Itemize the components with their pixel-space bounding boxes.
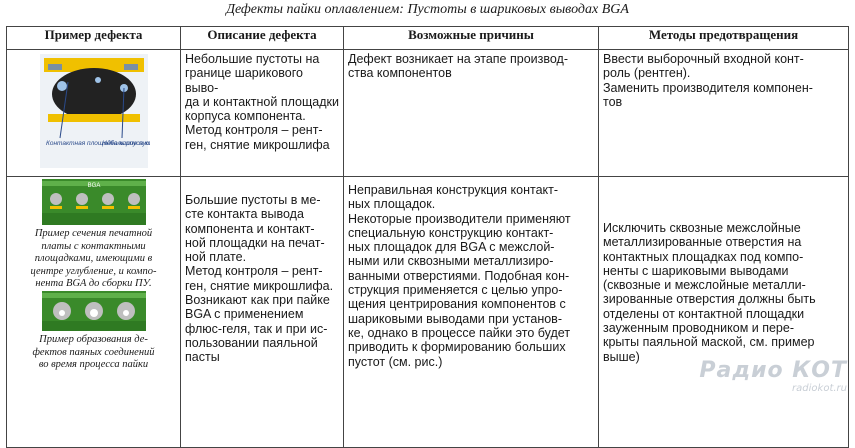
text-line: зауженным проводником и пере- (603, 321, 795, 336)
text-line: шариковыми выводами при установ- (348, 311, 562, 326)
text-line: Небольшие пустоты на (185, 52, 320, 66)
caption-line: Пример сечения печатной (34, 228, 153, 240)
text-line: ными или сквозными металлизиро- (348, 254, 554, 269)
text-line: щения центрирования компонентов с (348, 297, 566, 312)
description-cell (181, 177, 344, 448)
description-cell (181, 50, 344, 177)
caption-line: Пример образования де- (39, 334, 148, 346)
text-line: ных площадок. (348, 197, 436, 212)
text-line: пользовании паяльной (185, 335, 318, 350)
watermark-main: Радио КОТ (699, 358, 847, 383)
text-line: ген, снятие микрошлифа (185, 137, 330, 152)
text-line: Большие пустоты в ме- (185, 193, 321, 207)
label-pad: Контактная площадка корпуса к (45, 140, 148, 147)
caption-line: платы с контактными (41, 240, 146, 252)
text-line: пустот (см. рис.) (348, 354, 443, 369)
prevention-cell (599, 50, 849, 177)
text-line: Возникают как при пайке (185, 293, 330, 308)
text-line: пасты (185, 350, 220, 365)
pcb-section-illustration (42, 179, 146, 225)
header-description: Описание дефекта (181, 27, 344, 50)
text-line: да и контактной площадки (185, 94, 339, 109)
prevention-cell (599, 177, 849, 448)
causes-cell (344, 50, 599, 177)
text-line: металлизированные отверстия на (603, 235, 802, 250)
text-line: флюс-геля, так и при ис- (185, 321, 328, 336)
text-line: Ввести выборочный входной конт- (603, 52, 804, 66)
table-row (7, 177, 849, 448)
text-line: границе шарикового выво- (185, 66, 303, 95)
text-line: роль (рентген). (603, 66, 691, 81)
header-example: Пример дефекта (7, 27, 181, 50)
text-line: Неправильная конструкция контакт- (348, 183, 559, 197)
watermark (699, 358, 847, 394)
text-line: Заменить производителя компонен- (603, 80, 813, 95)
table-row (7, 50, 849, 177)
caption-line: центре углубление, и компо- (30, 265, 157, 277)
text-line: ванными отверстиями. Подобная кон- (348, 268, 570, 283)
text-line: ства компонентов (348, 66, 452, 81)
text-line: ген, снятие микрошлифа. (185, 278, 334, 293)
causes-cell (344, 177, 599, 448)
text-line: крыты паяльной маской, см. пример (603, 335, 815, 350)
text-line: выше) (603, 349, 640, 364)
text-line: специальную конструкцию контакт- (348, 225, 554, 240)
bga-label: BGA (87, 183, 100, 189)
text-line: сте контакта вывода (185, 207, 304, 222)
text-line: Исключить сквозные межслойные (603, 221, 801, 235)
header-prevention: Методы предотвращения (599, 27, 849, 50)
text-line: струкция применяется с целью упро- (348, 283, 563, 298)
text-line: отделены от контактной площадки (603, 306, 805, 321)
watermark-site: radiokot.ru (792, 383, 847, 394)
text-line: ненты с шариковыми выводами (603, 263, 789, 278)
document-title: Дефекты пайки оплавлением: Пустоты в шариковых выводах BGA (226, 2, 629, 17)
text-line: Некоторые производители применяют (348, 211, 571, 226)
text-line: Метод контроля – рент- (185, 264, 323, 279)
text-line: компонента и контакт- (185, 221, 315, 236)
text-line: корпуса компонента. (185, 109, 306, 124)
text-line: контактных площадках под компо- (603, 249, 804, 264)
header-causes: Возможные причины (344, 27, 599, 50)
text-line: ной плате. (185, 250, 247, 265)
text-line: (сквозные и межслойные металли- (603, 278, 806, 293)
solder-void-illustration (42, 291, 146, 331)
text-line: Дефект возникает на этапе производ- (348, 52, 569, 66)
text-line: ных площадок для BGA с межслой- (348, 240, 555, 255)
label-voids: Небольшие пус (101, 140, 149, 147)
bga-void-illustration (38, 52, 150, 170)
caption-line: фектов паяных соединений (32, 346, 155, 358)
caption-line: нента BGA до сборки ПУ. (35, 278, 152, 290)
text-line: Метод контроля – рент- (185, 123, 323, 138)
caption-line: во время процесса пайки (38, 359, 149, 371)
text-line: ной площадки на печат- (185, 235, 325, 250)
text-line: зированные отверстия должны быть (603, 292, 816, 307)
example-cell (7, 177, 181, 448)
example-cell (7, 50, 181, 177)
text-line: BGA с применением (185, 307, 304, 322)
text-line: тов (603, 94, 623, 109)
caption-line: площадками, имеющими в (34, 253, 153, 265)
text-line: приводить к формированию больших (348, 340, 566, 355)
text-line: ке, однако в процессе пайки это будет (348, 325, 571, 340)
header-row (7, 27, 849, 50)
